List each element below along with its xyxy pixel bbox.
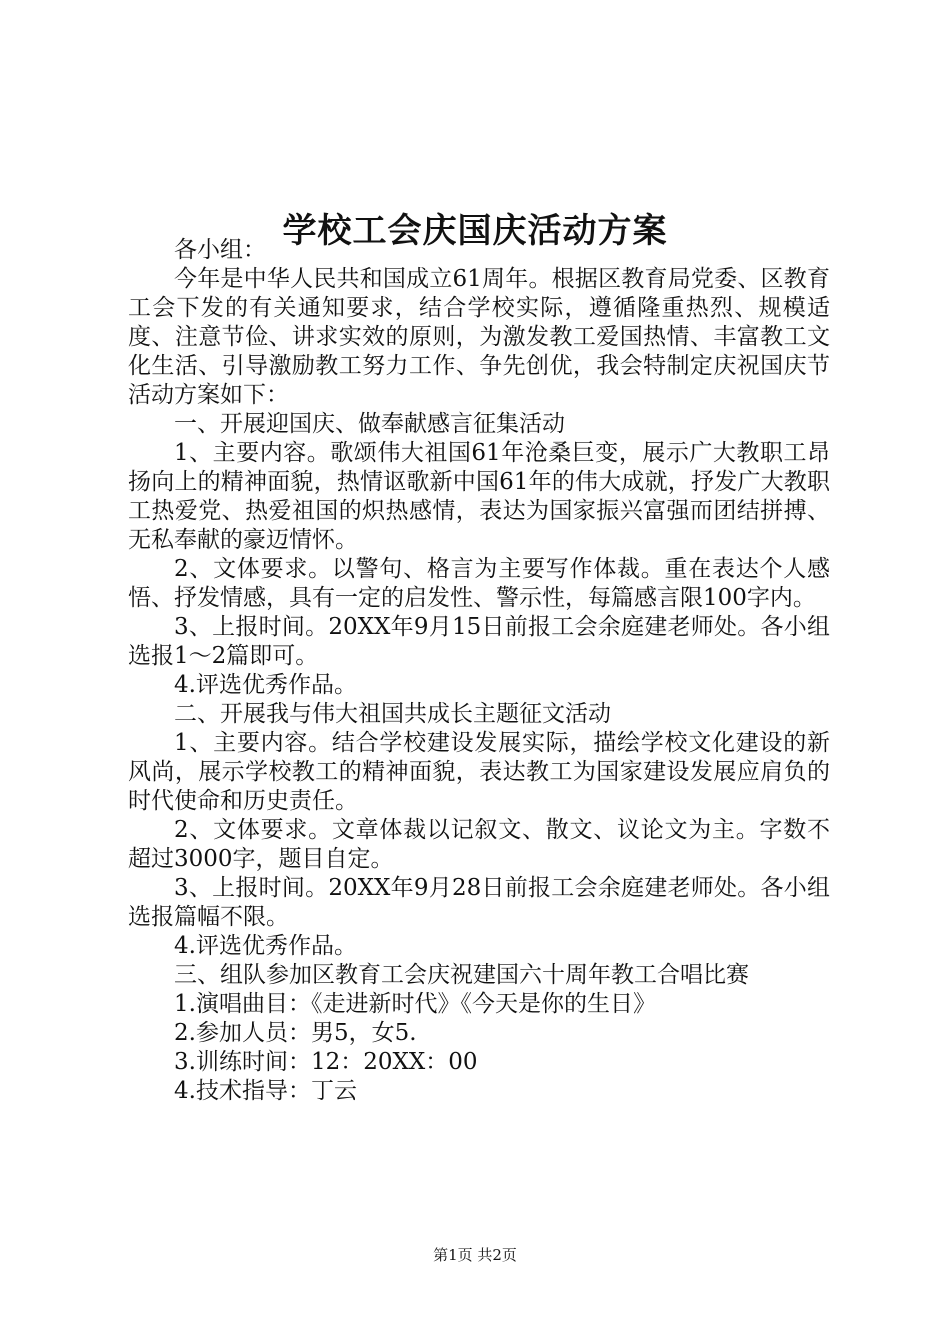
paragraph: 各小组： — [174, 237, 266, 263]
document-body — [128, 236, 830, 1106]
section-heading: 一、开展迎国庆、做奉献感言征集活动 — [174, 411, 565, 437]
paragraph: 4.评选优秀作品。 — [174, 672, 357, 698]
paragraph: 3、上报时间。20XX年9月28日前报工会余庭建老师处。各小组选报篇幅不限。 — [128, 875, 830, 930]
section-heading: 二、开展我与伟大祖国共成长主题征文活动 — [174, 701, 611, 727]
document-title: 学校工会庆国庆活动方案 — [282, 210, 668, 251]
paragraph: 2、文体要求。以警句、格言为主要写作体裁。重在表达个人感悟、抒发情感，具有一定的启发性、警示性，每篇感言限100字内。 — [128, 556, 830, 611]
paragraph: 3、上报时间。20XX年9月15日前报工会余庭建老师处。各小组选报1～2篇即可。 — [128, 614, 830, 669]
page-footer: 第1页 共2页 — [433, 1246, 517, 1264]
paragraph: 4.评选优秀作品。 — [174, 933, 357, 959]
paragraph: 今年是中华人民共和国成立61周年。根据区教育局党委、区教育工会下发的有关通知要求，结合学校实际，遵循隆重热烈、规模适度、注意节俭、讲求实效的原则，为激发教工爱国热情、丰富教工文化生活、引导激励教工努力工作、争先创优，我会特制定庆祝国庆节活动方案如下： — [128, 266, 830, 408]
paragraph: 2、文体要求。文章体裁以记叙文、散文、议论文为主。字数不超过3000字，题目自定。 — [128, 817, 830, 872]
paragraph: 2.参加人员：男5，女5. — [174, 1020, 417, 1046]
section-heading: 三、组队参加区教育工会庆祝建国六十周年教工合唱比赛 — [174, 962, 749, 988]
paragraph: 1.演唱曲目：《走进新时代》《今天是你的生日》 — [174, 991, 656, 1017]
paragraph: 1、主要内容。结合学校建设发展实际，描绘学校文化建设的新风尚，展示学校教工的精神面貌，表达教工为国家建设发展应肩负的时代使命和历史责任。 — [128, 730, 830, 814]
paragraph: 4.技术指导：丁云 — [174, 1078, 357, 1104]
paragraph: 1、主要内容。歌颂伟大祖国61年沧桑巨变，展示广大教职工昂扬向上的精神面貌，热情讴歌新中国61年的伟大成就，抒发广大教职工热爱党、热爱祖国的炽热感情，表达为国家振兴富强而团结拼搏、无私奉献的豪迈情怀。 — [128, 440, 830, 553]
paragraph: 3.训练时间：12：20XX：00 — [174, 1049, 478, 1075]
